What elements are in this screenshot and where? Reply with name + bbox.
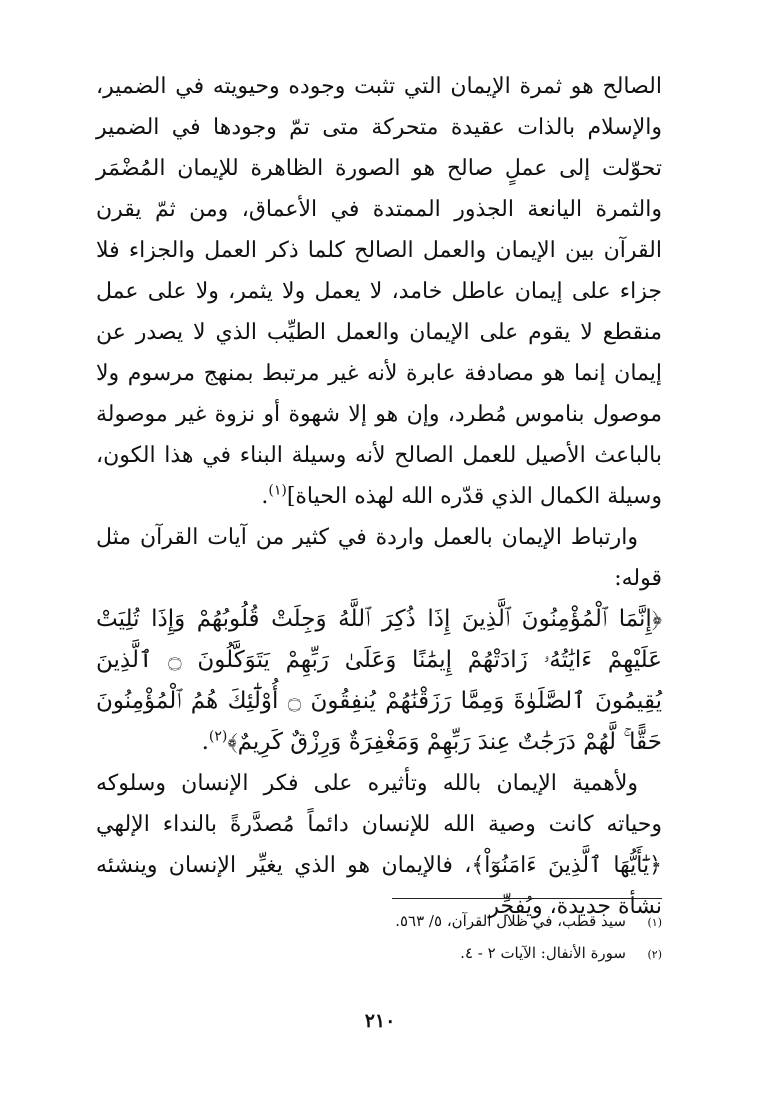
main-text [96, 66, 662, 927]
paragraph-1 [96, 66, 662, 517]
footnote-2-mark: (٢) [647, 948, 662, 961]
footnote-1-text: سيد قطب، في ظلال القرآن، ٥/ ٥٦٣. [395, 912, 626, 930]
paragraph-1-text: الصالح هو ثمرة الإيمان التي تثبت وجوده وحيويته في الضمير، والإسلام بالذات عقيدة متحركة متى تمّ وجودها في الضمير تحوّلت إلى عملٍ صالح هو الصورة الظاهرة للإيمان المُضْمَر والثمرة اليانعة الجذور الممتدة في الأعماق، ومن ثمّ يقرن القرآن بين الإيمان والعمل الصالح كلما ذكر العمل والجزاء فلا جزاء على إيمان عاطل خامد، لا يعمل ولا يثمر، ولا على عمل منقطع لا يقوم على الإيمان والعمل الطيِّب الذي لا يصدر عن إيمان إنما هو مصادفة عابرة لأنه غير مرتبط بمنهج مرسوم ولا موصول بناموس مُطرد، وإن هو إلا شهوة أو نزوة غير موصولة بالباعث الأصيل للعمل الصالح لأنه وسيلة البناء في هذا الكون، وسيلة الكمال الذي قدّره الله لهذه الحياة] [96, 74, 662, 509]
page-number: ٢١٠ [364, 1010, 396, 1032]
footnote-2-text: سورة الأنفال: الآيات ٢ - ٤. [460, 944, 626, 962]
footnote-separator [392, 898, 662, 899]
quran-verse-end: . [201, 729, 209, 755]
quran-verse [96, 599, 662, 763]
paragraph-1-end: . [261, 484, 269, 509]
footnote-2 [200, 938, 662, 970]
footnotes [200, 906, 662, 970]
footnote-1-mark: (١) [647, 916, 662, 929]
footnote-ref-2: (٢) [208, 728, 228, 745]
paragraph-3: ولأهمية الإيمان بالله وتأثيره على فكر الإنسان وسلوكه وحياته كانت وصية الله للإنسان دائماً مُصدَّرةً بالنداء الإلهي ﴿يَٰٓأَيُّهَا ٱلَّذِينَ ءَامَنُوٓاْ﴾، فالإيمان هو الذي يغيِّر الإنسان وينشئه نشأة جديدة، ويُفجِّر [96, 771, 662, 919]
footnote-ref-1: (١) [268, 482, 287, 499]
quran-verse-text: ﴿إِنَّمَا ٱلْمُؤْمِنُونَ ٱلَّذِينَ إِذَا ذُكِرَ ٱللَّهُ وَجِلَتْ قُلُوبُهُمْ وَإِذَا تُلِيَتْ عَلَيْهِمْ ءَايَٰتُهُۥ زَادَتْهُمْ إِيمَٰنًا وَعَلَىٰ رَبِّهِمْ يَتَوَكَّلُونَ ۝ ٱلَّذِينَ يُقِيمُونَ ٱلصَّلَوٰةَ وَمِمَّا رَزَقْنَٰهُمْ يُنفِقُونَ ۝ أُوْلَٰٓئِكَ هُمُ ٱلْمُؤْمِنُونَ حَقًّا ۚ لَّهُمْ دَرَجَٰتٌ عِندَ رَبِّهِمْ وَمَغْفِرَةٌ وَرِزْقٌ كَرِيمٌ﴾ [96, 606, 663, 755]
paragraph-2: وارتباط الإيمان بالعمل واردة في كثير من آيات القرآن مثل قوله: [96, 525, 662, 591]
footnote-1 [200, 906, 662, 938]
